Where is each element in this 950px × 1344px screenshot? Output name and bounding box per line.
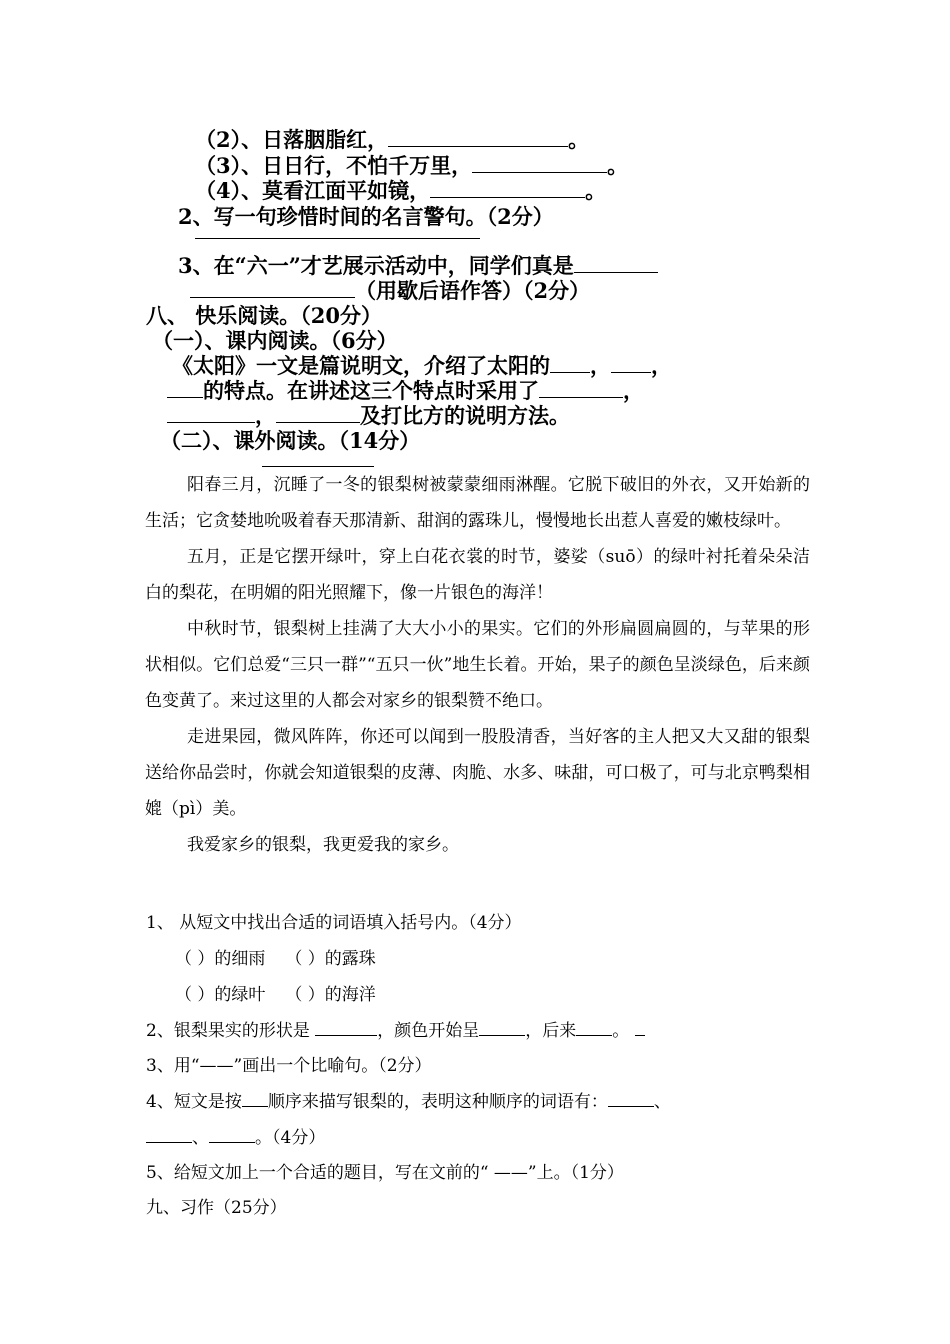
text: ， [590,353,611,378]
answer-blank[interactable] [388,125,568,147]
question-3: 3、用“——”画出一个比喻句。（2分） [146,1056,432,1076]
answer-blank[interactable] [242,1089,268,1107]
answer-blank[interactable] [430,176,585,198]
poem-text: （4）、莫看江面平如镜， [195,178,431,203]
answer-blank[interactable] [190,276,355,298]
answer-blank[interactable] [209,1125,255,1143]
fill-row-1 [175,944,376,969]
question-4-cont [146,1123,325,1148]
answer-blank[interactable] [315,1018,377,1036]
answer-blank[interactable] [472,151,607,173]
passage-paragraph: 阳春三月，沉睡了一冬的银梨树被蒙蒙细雨淋醒。它脱下破旧的外衣，又开始新的生活；它贪婪地吮吸着春天那清新、甜润的露珠儿，慢慢地长出惹人喜爱的嫩枝绿叶。 [145,475,810,531]
poem-text: （3）、日日行，不怕千万里， [195,153,473,178]
poem-end: 。 [607,153,629,178]
passage-paragraph: 中秋时节，银梨树上挂满了大大小小的果实。它们的外形扁圆扁圆的，与苹果的形状相似。它们总爱“三只一群”“五只一伙”地生长着。开始，果子的颜色呈淡绿色，后来颜色变黄了。来过这里的人都会对家乡的银梨赞不绝口。 [145,619,810,711]
fill-item[interactable]: （ ）的海洋 [285,985,376,1005]
text: 、 [653,1092,671,1112]
passage-paragraph: 我爱家乡的银梨，我更爱我的家乡。 [187,835,459,855]
answer-blank[interactable] [608,1089,654,1107]
question-1: 1、 从短文中找出合适的词语填入括号内。（4分） [146,913,522,933]
text: 、 [192,1128,209,1148]
answer-blank[interactable] [146,1125,192,1143]
poem-text: （2）、日落胭脂红， [195,127,389,152]
text: ，后来 [525,1021,577,1041]
text: ， [651,353,672,378]
answer-blank[interactable] [611,351,651,373]
text: 4、短文是按 [146,1092,242,1112]
answer-blank[interactable] [167,401,255,423]
text: 及打比方的说明方法。 [360,403,570,428]
fill-item[interactable]: （ ）的露珠 [285,949,376,969]
reading-passage [145,467,810,863]
answer-blank[interactable] [550,351,590,373]
question-text: （用歇后语作答）（2分） [355,278,591,303]
part-2-title: （二）、课外阅读。（14分） [160,428,421,453]
section-8-title: 八、 快乐阅读。（20分） [146,303,383,328]
text: 2、银梨果实的形状是 [146,1021,310,1041]
text: 顺序来描写银梨的，表明这种顺序的词语有： [267,1092,608,1112]
question-2 [146,1016,645,1041]
answer-blank[interactable] [167,376,203,398]
answer-blank[interactable] [635,1018,645,1036]
answer-blank[interactable] [539,376,623,398]
answer-blank[interactable] [574,251,658,273]
fill-item[interactable]: （ ）的细雨 [175,949,266,969]
question-4 [146,1087,671,1112]
answer-blank[interactable] [576,1018,612,1036]
section-9-title: 九、习作（25分） [146,1198,287,1218]
passage-paragraph: 五月，正是它摆开绿叶，穿上白花衣裳的时节，婆娑（suō）的绿叶衬托着朵朵洁白的梨花，在明媚的阳光照耀下，像一片银色的海洋！ [145,547,810,603]
text: 。（4分） [255,1128,326,1148]
poem-end: 。 [568,127,590,152]
fill-item[interactable]: （ ）的绿叶 [175,985,266,1005]
text: 。 [612,1021,630,1041]
question-text: 3、在“六一”才艺展示活动中，同学们真是 [178,253,574,278]
fill-row-2 [175,980,376,1005]
passage-paragraph: 走进果园，微风阵阵，你还可以闻到一股股清香，当好客的主人把又大又甜的银梨送给你品尝时，你就会知道银梨的皮薄、肉脆、水多、味甜，可口极了，可与北京鸭梨相媲（pì）美。 [145,727,810,819]
answer-blank[interactable] [479,1018,525,1036]
question-2-motto: 2、写一句珍惜时间的名言警句。（2分） [178,204,554,229]
text: 《太阳》一文是篇说明文，介绍了太阳的 [172,353,550,378]
answer-blank[interactable] [276,401,360,423]
answer-line[interactable] [195,238,480,239]
part-1-title: （一）、课内阅读。（6分） [152,328,398,353]
poem-end: 。 [585,178,607,203]
text: ，颜色开始呈 [377,1021,480,1041]
text: ， [255,403,276,428]
question-5: 5、给短文加上一个合适的题目，写在文前的“ ——”上。（1分） [146,1163,624,1183]
text: ， [623,378,644,403]
text: 的特点。在讲述这三个特点时采用了 [203,378,539,403]
